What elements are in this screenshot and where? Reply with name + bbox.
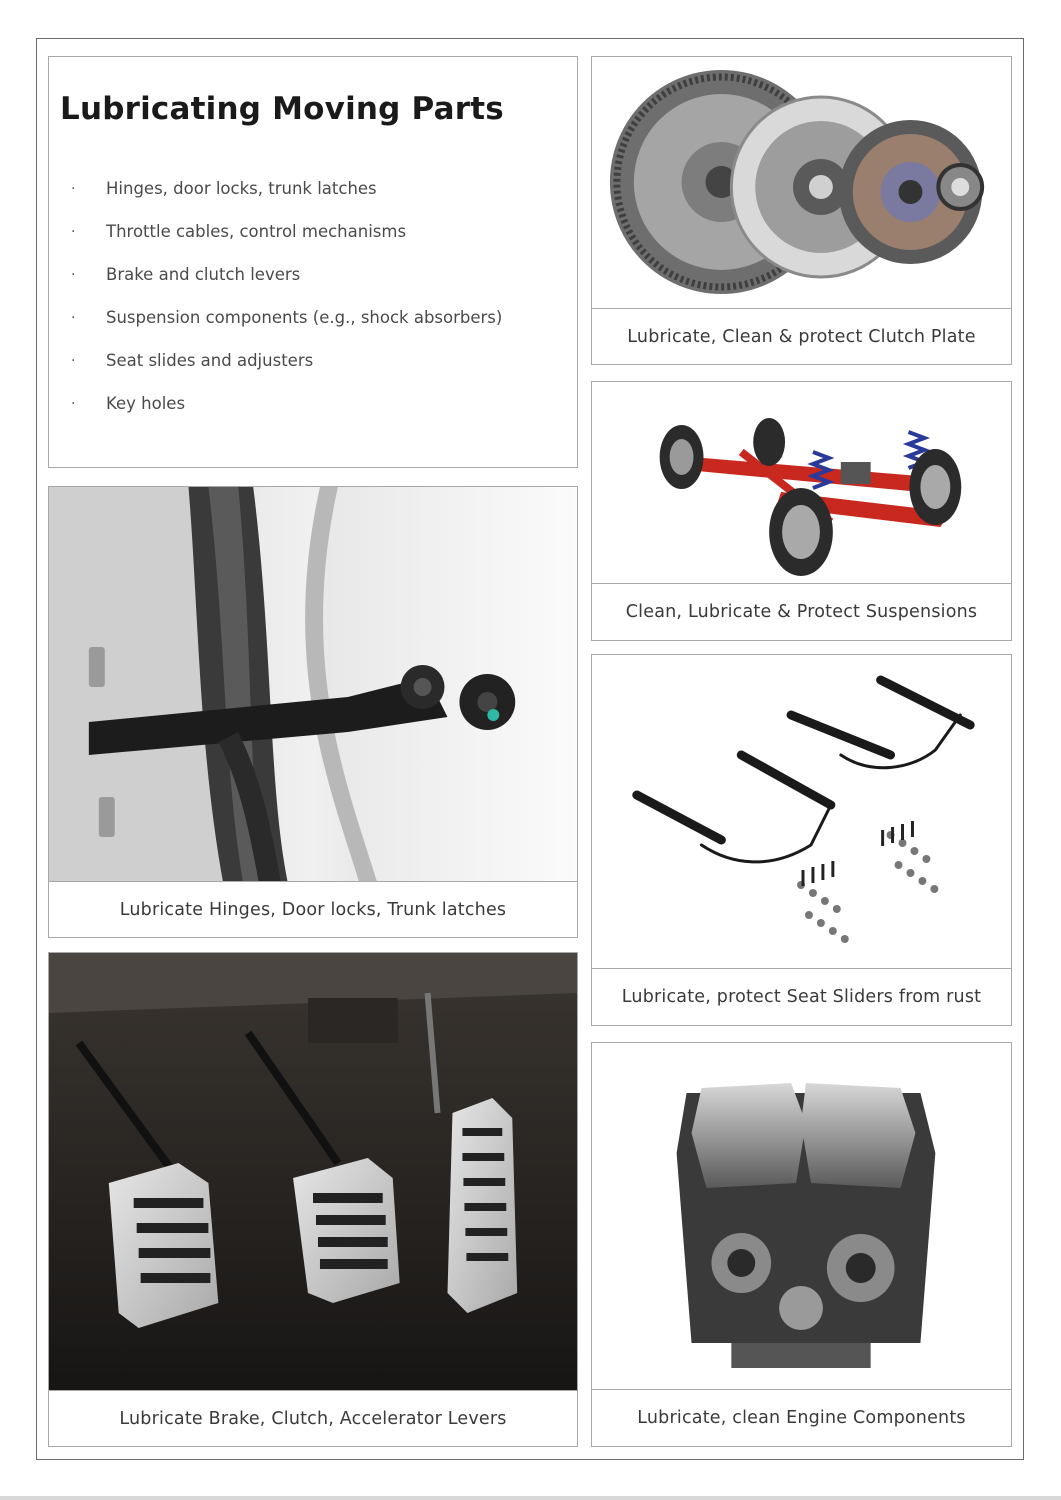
pedals-card [48, 952, 578, 1447]
door-hinge-image [49, 487, 577, 884]
bullet-icon: · [71, 224, 76, 240]
suspension-card [591, 381, 1012, 641]
hinge-card [48, 486, 578, 938]
bullet-icon: · [71, 353, 76, 369]
seat-slider-card [591, 654, 1012, 1026]
suspension-image [592, 382, 1011, 586]
seat-slider-caption: Lubricate, protect Seat Sliders from rust [592, 968, 1011, 1025]
brake-pedal-icon [109, 1163, 219, 1328]
bullet-icon: · [71, 310, 76, 326]
list-item: · Seat slides and adjusters [71, 347, 502, 390]
page-bottom-edge [0, 1496, 1061, 1500]
list-item: · Brake and clutch levers [71, 261, 502, 304]
hinge-caption: Lubricate Hinges, Door locks, Trunk latches [49, 881, 577, 937]
clutch-pedal-icon [293, 1158, 400, 1303]
list-item: · Suspension components (e.g., shock absorbers) [71, 304, 502, 347]
bullet-icon: · [71, 181, 76, 197]
seat-slider-image [592, 655, 1011, 971]
clutch-kit-image [592, 57, 1011, 311]
release-bearing-icon [938, 165, 982, 209]
list-item: · Throttle cables, control mechanisms [71, 218, 502, 261]
pedals-image [49, 953, 577, 1393]
engine-block-icon [677, 1083, 936, 1368]
clutch-caption: Lubricate, Clean & protect Clutch Plate [592, 308, 1011, 364]
engine-caption: Lubricate, clean Engine Components [592, 1389, 1011, 1446]
accelerator-pedal-icon [447, 1098, 517, 1313]
bullet-icon: · [71, 396, 76, 412]
bullet-icon: · [71, 267, 76, 283]
pedals-caption: Lubricate Brake, Clutch, Accelerator Levers [49, 1390, 577, 1446]
intro-panel [48, 56, 578, 468]
page-title: Lubricating Moving Parts [60, 91, 504, 127]
suspension-caption: Clean, Lubricate & Protect Suspensions [592, 583, 1011, 640]
engine-card [591, 1042, 1012, 1447]
clutch-card [591, 56, 1012, 365]
list-item: · Key holes [71, 390, 502, 433]
list-item: · Hinges, door locks, trunk latches [71, 175, 502, 218]
engine-image [592, 1043, 1011, 1392]
bullet-list [71, 175, 502, 433]
